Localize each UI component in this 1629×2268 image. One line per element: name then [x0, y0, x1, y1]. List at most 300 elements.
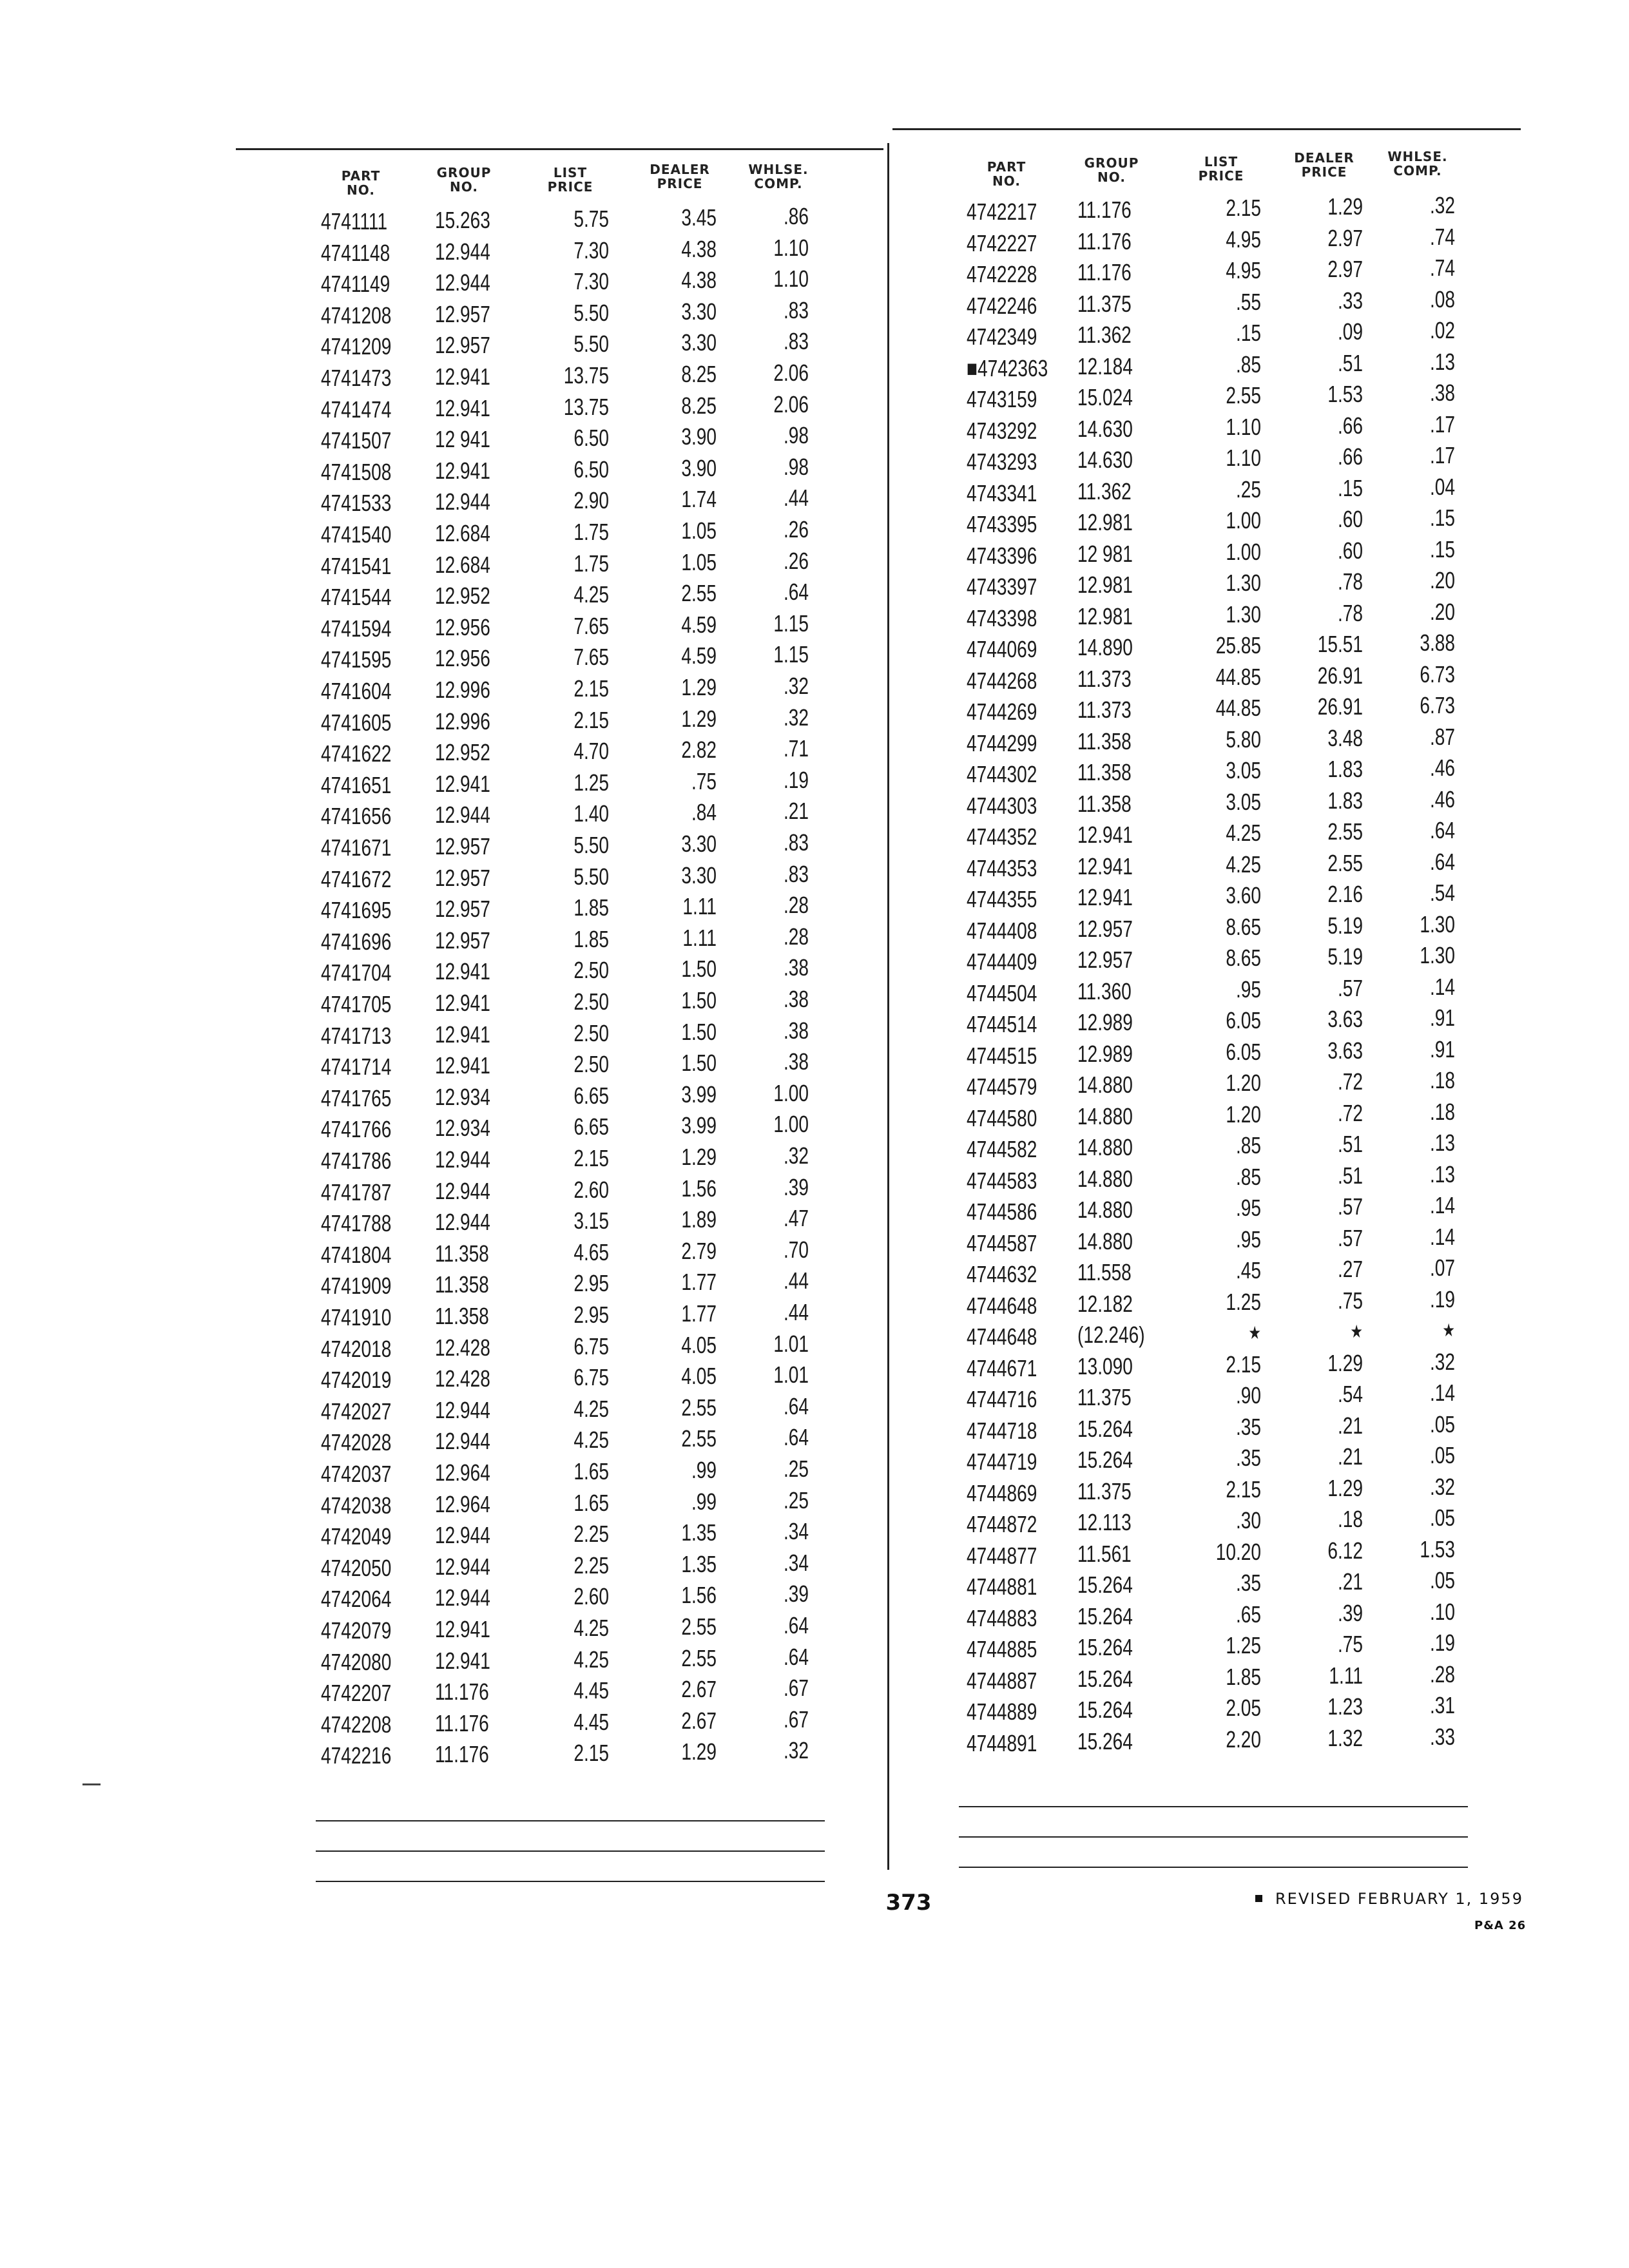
whlse-comp: 6.73 [1420, 660, 1455, 687]
part-no: 4744069 [967, 636, 1037, 662]
left-header-whlse: WHLSE. COMP. [748, 162, 809, 191]
group-no: 11.360 [1077, 977, 1132, 1004]
list-price: 1.20 [1226, 1100, 1261, 1128]
group-no: 11.358 [435, 1271, 489, 1298]
whlse-comp: .39 [783, 1173, 809, 1200]
part-no: 4741604 [321, 678, 392, 704]
whlse-comp: .19 [783, 766, 809, 793]
part-no: 4741788 [321, 1210, 392, 1237]
part-no: 4741787 [321, 1178, 392, 1206]
whlse-comp: .44 [783, 1299, 809, 1325]
part-no: 4744352 [967, 823, 1037, 850]
list-price: .15 [1235, 320, 1261, 346]
whlse-comp: .15 [1429, 535, 1455, 562]
group-no: 14.880 [1077, 1072, 1133, 1098]
part-no: 4744504 [967, 979, 1037, 1006]
whlse-comp: .04 [1429, 473, 1455, 500]
part-no: 4744889 [967, 1698, 1037, 1725]
dealer-price: .18 [1337, 1506, 1363, 1532]
list-price: 5.50 [574, 331, 609, 358]
list-price: 4.25 [574, 1615, 609, 1641]
group-no: 12.941 [435, 1021, 490, 1048]
list-price: 2.20 [1226, 1725, 1261, 1753]
part-no: 4743292 [967, 417, 1037, 444]
list-price: ★ [1248, 1323, 1261, 1343]
dealer-price: .72 [1337, 1099, 1363, 1126]
left-header-list: LIST PRICE [547, 165, 593, 195]
whlse-comp: .91 [1429, 1035, 1455, 1062]
whlse-comp: .38 [783, 954, 809, 981]
part-no: 4743159 [967, 386, 1037, 412]
dealer-price: .75 [691, 767, 717, 794]
list-price: 1.00 [1226, 507, 1261, 533]
list-price: 2.15 [574, 706, 609, 733]
list-price: 4.95 [1226, 226, 1261, 253]
dealer-price: .54 [1337, 1381, 1363, 1407]
part-no: 4742079 [321, 1617, 392, 1644]
section-code: P&A 26 [1474, 1919, 1527, 1932]
dealer-price: .33 [1337, 287, 1363, 314]
dealer-price: 8.25 [681, 361, 717, 387]
list-price: 5.50 [574, 832, 609, 858]
group-no: 12.941 [435, 457, 490, 484]
dealer-price: .72 [1337, 1068, 1363, 1095]
dealer-price: .60 [1337, 537, 1363, 564]
group-no: 11.358 [435, 1240, 489, 1267]
margin-mark [82, 1783, 101, 1785]
dealer-price: .57 [1337, 1193, 1363, 1220]
part-no: 4742028 [321, 1429, 392, 1456]
whlse-comp: .13 [1429, 348, 1455, 375]
list-price: 1.00 [1226, 538, 1261, 565]
dealer-price: 2.55 [681, 1394, 717, 1421]
part-no: 4744887 [967, 1667, 1037, 1694]
dealer-price: 1.83 [1327, 787, 1363, 814]
dealer-price: 3.63 [1327, 1006, 1363, 1032]
dealer-price: .09 [1337, 318, 1363, 345]
list-price: 10.20 [1215, 1538, 1261, 1565]
dealer-price: ★ [1350, 1321, 1363, 1341]
part-no: 4742217 [967, 198, 1037, 225]
part-no: 4741713 [321, 1022, 392, 1049]
dealer-price: 1.56 [681, 1582, 717, 1609]
list-price: 1.20 [1226, 1070, 1261, 1096]
whlse-comp: .05 [1429, 1410, 1455, 1437]
whlse-comp: .20 [1429, 567, 1455, 593]
dealer-price: 1.32 [1327, 1724, 1363, 1751]
list-price: 2.15 [574, 1740, 609, 1767]
part-no: 4741595 [321, 646, 392, 673]
part-no: 4741766 [321, 1116, 392, 1143]
list-price: 1.65 [574, 1458, 609, 1485]
whlse-comp: .13 [1429, 1160, 1455, 1187]
whlse-comp: .14 [1429, 1379, 1455, 1406]
whlse-comp: .71 [783, 735, 809, 762]
list-price: 5.75 [574, 206, 609, 232]
list-price: 2.90 [574, 487, 609, 514]
group-no: 11.176 [1077, 227, 1132, 255]
dealer-price: .78 [1337, 568, 1363, 595]
group-no: 12.944 [435, 1396, 490, 1423]
list-price: 1.75 [574, 519, 609, 545]
group-no: 12.981 [1077, 602, 1133, 629]
list-price: 2.55 [1226, 382, 1261, 408]
dealer-price: 3.45 [681, 204, 717, 231]
group-no: 15.264 [1077, 1634, 1133, 1660]
part-no: 4744303 [967, 792, 1037, 819]
part-no: 4744648 [967, 1292, 1037, 1319]
part-no: 4744579 [967, 1073, 1037, 1100]
dealer-price: 1.56 [681, 1175, 717, 1202]
dealer-price: 1.35 [681, 1519, 717, 1546]
dealer-price: 2.97 [1327, 224, 1363, 251]
list-price: 2.15 [1226, 195, 1261, 221]
part-no: 4741474 [321, 396, 392, 423]
group-no: 11.358 [435, 1303, 489, 1329]
whlse-comp: .38 [1429, 380, 1455, 406]
part-no: 4741714 [321, 1053, 392, 1081]
left-header-dealer: DEALER PRICE [650, 162, 710, 191]
dealer-price: 1.29 [681, 1738, 717, 1765]
part-no: 4742018 [321, 1335, 392, 1362]
list-price: 1.85 [574, 894, 609, 921]
list-price: 6.50 [574, 425, 609, 452]
list-price: .25 [1235, 476, 1261, 503]
part-no: 4744299 [967, 729, 1037, 756]
dealer-price: 26.91 [1317, 662, 1363, 689]
list-price: 2.95 [574, 1302, 609, 1328]
whlse-comp: 1.10 [773, 234, 809, 261]
whlse-comp: .46 [1429, 785, 1455, 812]
dealer-price: 1.11 [682, 893, 717, 920]
group-no: 14.880 [1077, 1102, 1133, 1129]
group-no: 12.944 [435, 1553, 490, 1580]
part-no: 4741704 [321, 959, 392, 986]
whlse-comp: .64 [1429, 848, 1455, 875]
list-price: 1.85 [574, 925, 609, 952]
group-no: 11.373 [1077, 697, 1132, 723]
dealer-price: 5.19 [1327, 912, 1363, 939]
group-no: 12.981 [1077, 509, 1133, 535]
dealer-price: .60 [1337, 506, 1363, 532]
part-no: 4742349 [967, 323, 1037, 350]
part-no: 4741209 [321, 333, 392, 360]
list-price: 5.50 [574, 863, 609, 890]
dealer-price: 2.55 [681, 1613, 717, 1640]
list-price: 2.25 [574, 1521, 609, 1548]
part-no: 4744648 [967, 1323, 1037, 1350]
blank-rule [316, 1820, 825, 1821]
group-no: 12.941 [435, 394, 490, 421]
whlse-comp: .46 [1429, 754, 1455, 781]
part-no: 4744302 [967, 761, 1037, 787]
group-no: 15.264 [1077, 1415, 1133, 1442]
part-no: 4741544 [321, 584, 392, 611]
group-no: 12 941 [435, 426, 490, 453]
list-price: 1.30 [1226, 570, 1261, 596]
part-no: 4744582 [967, 1136, 1037, 1162]
whlse-comp: .32 [1429, 1473, 1455, 1500]
list-price: 3.15 [574, 1207, 609, 1235]
right-header-dealer: DEALER PRICE [1294, 150, 1354, 180]
dealer-price: 6.12 [1327, 1537, 1363, 1564]
dealer-price: 1.23 [1327, 1693, 1363, 1720]
dealer-price: 4.59 [681, 642, 717, 669]
blank-rule [959, 1867, 1468, 1868]
dealer-price: 1.74 [681, 486, 717, 513]
right-header-whlse: WHLSE. COMP. [1387, 149, 1448, 178]
list-price: 44.85 [1215, 695, 1261, 721]
part-no: 4744883 [967, 1604, 1037, 1631]
whlse-comp: .67 [783, 1675, 809, 1702]
top-rule-left [236, 148, 883, 150]
dealer-price: 1.29 [1327, 1349, 1363, 1376]
group-no: 14.880 [1077, 1227, 1133, 1254]
group-no: 12 981 [1077, 540, 1133, 567]
group-no: 12.957 [435, 332, 490, 359]
whlse-comp: .70 [783, 1236, 809, 1263]
dealer-price: 1.77 [681, 1269, 717, 1296]
right-header-list: LIST PRICE [1198, 154, 1244, 184]
whlse-comp: .05 [1429, 1442, 1455, 1468]
whlse-comp: 1.30 [1420, 942, 1455, 968]
whlse-comp: 1.01 [773, 1330, 809, 1357]
group-no: 11.358 [1077, 790, 1132, 817]
whlse-comp: .64 [783, 579, 809, 606]
whlse-comp: .83 [783, 296, 809, 323]
whlse-comp: .74 [1429, 255, 1455, 281]
list-price: 4.65 [574, 1238, 609, 1265]
whlse-comp: .54 [1429, 879, 1455, 906]
list-price: .90 [1235, 1382, 1261, 1408]
list-price: 4.25 [1226, 850, 1261, 878]
list-price: 6.50 [574, 456, 609, 483]
whlse-comp: .67 [783, 1706, 809, 1733]
whlse-comp: 2.06 [773, 390, 809, 418]
part-no: 4741804 [321, 1241, 392, 1268]
part-no: 4743397 [967, 573, 1037, 600]
dealer-price: 8.25 [681, 392, 717, 419]
dealer-price: 1.89 [681, 1206, 717, 1233]
whlse-comp: .44 [783, 485, 809, 512]
part-no: 4744885 [967, 1636, 1037, 1662]
dealer-price: 3.99 [681, 1081, 717, 1108]
whlse-comp: .34 [783, 1549, 809, 1576]
whlse-comp: .33 [1429, 1723, 1455, 1750]
whlse-comp: .17 [1429, 410, 1455, 437]
part-no: 4741622 [321, 740, 392, 767]
group-no: 12.981 [1077, 572, 1133, 598]
list-price: 6.75 [574, 1332, 609, 1360]
part-no: 4744877 [967, 1542, 1037, 1569]
part-no: 4741786 [321, 1148, 392, 1174]
whlse-comp: .20 [1429, 598, 1455, 625]
whlse-comp: 1.15 [773, 641, 809, 668]
list-price: 2.50 [574, 988, 609, 1015]
dealer-price: .15 [1337, 474, 1363, 501]
part-no: 4744408 [967, 917, 1037, 944]
group-no: 15.264 [1077, 1602, 1133, 1629]
group-no: 14.880 [1077, 1165, 1133, 1192]
group-no: 12.957 [435, 896, 490, 923]
group-no: 12.944 [435, 1209, 490, 1236]
list-price: 1.85 [1226, 1663, 1261, 1690]
whlse-comp: .13 [1429, 1129, 1455, 1156]
list-price: 2.15 [574, 1145, 609, 1171]
group-no: 12.944 [435, 1522, 490, 1549]
dealer-price: .57 [1337, 1224, 1363, 1251]
group-no: 15.264 [1077, 1446, 1133, 1473]
part-no: 4744353 [967, 854, 1037, 881]
list-price: 3.05 [1226, 757, 1261, 783]
list-price: 4.70 [574, 738, 609, 765]
dealer-price: .99 [691, 1457, 717, 1483]
group-no: 12.941 [435, 1616, 490, 1642]
part-no: 4741208 [321, 302, 392, 329]
part-no: 4744632 [967, 1261, 1037, 1287]
part-no: 4741695 [321, 897, 392, 924]
group-no: 12.996 [435, 707, 490, 735]
top-rule-right [892, 128, 1521, 130]
part-no: 4744268 [967, 667, 1037, 694]
part-no: 4742027 [321, 1398, 392, 1425]
whlse-comp: 6.73 [1420, 692, 1455, 718]
part-no: 4742037 [321, 1461, 392, 1487]
group-no: (12.246) [1077, 1321, 1145, 1348]
group-no: 15.263 [435, 207, 490, 233]
whlse-comp: .21 [783, 798, 809, 825]
part-no: 4742050 [321, 1554, 392, 1581]
list-price: .95 [1235, 1225, 1261, 1253]
dealer-price: 26.91 [1317, 693, 1363, 720]
dealer-price: 1.29 [681, 674, 717, 700]
dealer-price: 4.05 [681, 1331, 717, 1358]
group-no: 12.989 [1077, 1009, 1133, 1035]
dealer-price: 1.05 [681, 548, 717, 575]
group-no: 12.956 [435, 645, 490, 672]
whlse-comp: .98 [783, 422, 809, 449]
dealer-price: .39 [1337, 1599, 1363, 1626]
list-price: .85 [1235, 351, 1261, 378]
whlse-comp: .26 [783, 516, 809, 543]
dealer-price: .75 [1337, 1287, 1363, 1314]
group-no: 11.176 [1077, 197, 1132, 223]
whlse-comp: .26 [783, 547, 809, 574]
page-number: 373 [885, 1890, 932, 1916]
blank-rule [959, 1806, 1468, 1807]
list-price: 2.50 [574, 1051, 609, 1078]
whlse-comp: .25 [783, 1486, 809, 1514]
whlse-comp: .64 [783, 1643, 809, 1670]
part-no: 4744891 [967, 1729, 1037, 1756]
list-price: .45 [1235, 1257, 1261, 1283]
dealer-price: 2.16 [1327, 881, 1363, 907]
part-no: 4742064 [321, 1586, 392, 1613]
part-no: 4741111 [321, 208, 388, 235]
list-price: 6.05 [1226, 1007, 1261, 1033]
part-no: 4744716 [967, 1386, 1037, 1412]
group-no: 15.264 [1077, 1727, 1133, 1754]
part-no: 4743396 [967, 542, 1037, 569]
part-no: 4741507 [321, 427, 392, 454]
whlse-comp: .34 [783, 1518, 809, 1545]
list-price: 1.25 [1226, 1632, 1261, 1658]
list-price: .55 [1235, 288, 1261, 315]
whlse-comp: ★ [1442, 1320, 1455, 1340]
dealer-price: 1.05 [681, 517, 717, 544]
list-price: 6.05 [1226, 1038, 1261, 1065]
whlse-comp: .32 [783, 1737, 809, 1764]
group-no: 14.630 [1077, 415, 1133, 442]
group-no: 12.428 [435, 1365, 490, 1392]
list-price: 7.65 [574, 612, 609, 639]
whlse-comp: .14 [1429, 973, 1455, 1000]
part-no: 4744355 [967, 886, 1037, 912]
part-no: 4741148 [321, 239, 390, 266]
dealer-price: .57 [1337, 974, 1363, 1001]
left-header-part: PART NO. [341, 168, 381, 198]
part-no: 4743395 [967, 511, 1037, 537]
part-no: 4744587 [967, 1229, 1037, 1256]
dealer-price: 2.55 [681, 1425, 717, 1452]
list-price: .85 [1235, 1132, 1261, 1158]
dealer-price: .66 [1337, 443, 1363, 470]
whlse-comp: .08 [1429, 285, 1455, 312]
group-no: 12.684 [435, 520, 490, 546]
group-no: 14.880 [1077, 1134, 1133, 1160]
dealer-price: 1.11 [1329, 1662, 1363, 1689]
dealer-price: .21 [1337, 1443, 1363, 1470]
dealer-price: 1.29 [681, 1144, 717, 1170]
part-no: 4742208 [321, 1711, 392, 1738]
part-no: 4742216 [321, 1742, 392, 1769]
part-no: 4744869 [967, 1479, 1037, 1506]
part-no: 4744514 [967, 1011, 1037, 1037]
list-price: 13.75 [563, 362, 609, 389]
whlse-comp: .17 [1429, 442, 1455, 468]
dealer-price: 1.35 [681, 1550, 717, 1577]
part-no: 4744719 [967, 1448, 1037, 1475]
whlse-comp: .02 [1429, 317, 1455, 343]
whlse-comp: .98 [783, 453, 809, 480]
list-price: 8.65 [1226, 913, 1261, 940]
whlse-comp: .83 [783, 860, 809, 887]
group-no: 12.428 [435, 1334, 490, 1361]
whlse-comp: .38 [783, 1017, 809, 1044]
blank-rule [316, 1881, 825, 1882]
dealer-price: 1.29 [1327, 1474, 1363, 1501]
dealer-price: 3.90 [681, 454, 717, 481]
whlse-comp: .64 [783, 1424, 809, 1451]
group-no: 11.358 [1077, 759, 1132, 785]
whlse-comp: .44 [783, 1267, 809, 1294]
whlse-comp: .19 [1429, 1629, 1455, 1656]
group-no: 12.964 [435, 1459, 490, 1486]
part-no: 4741473 [321, 365, 392, 391]
list-price: .35 [1235, 1445, 1261, 1471]
list-price: 2.50 [574, 957, 609, 984]
group-no: 12.944 [435, 1584, 490, 1611]
group-no: 11.176 [435, 1709, 489, 1736]
whlse-comp: .64 [783, 1612, 809, 1639]
group-no: 12.941 [1077, 852, 1133, 879]
list-price: 2.95 [574, 1270, 609, 1297]
list-price: 1.10 [1226, 413, 1261, 440]
dealer-price: 2.55 [681, 580, 717, 607]
group-no: 13.090 [1077, 1352, 1133, 1379]
list-price: 13.75 [563, 393, 609, 420]
dealer-price: 1.50 [681, 956, 717, 983]
